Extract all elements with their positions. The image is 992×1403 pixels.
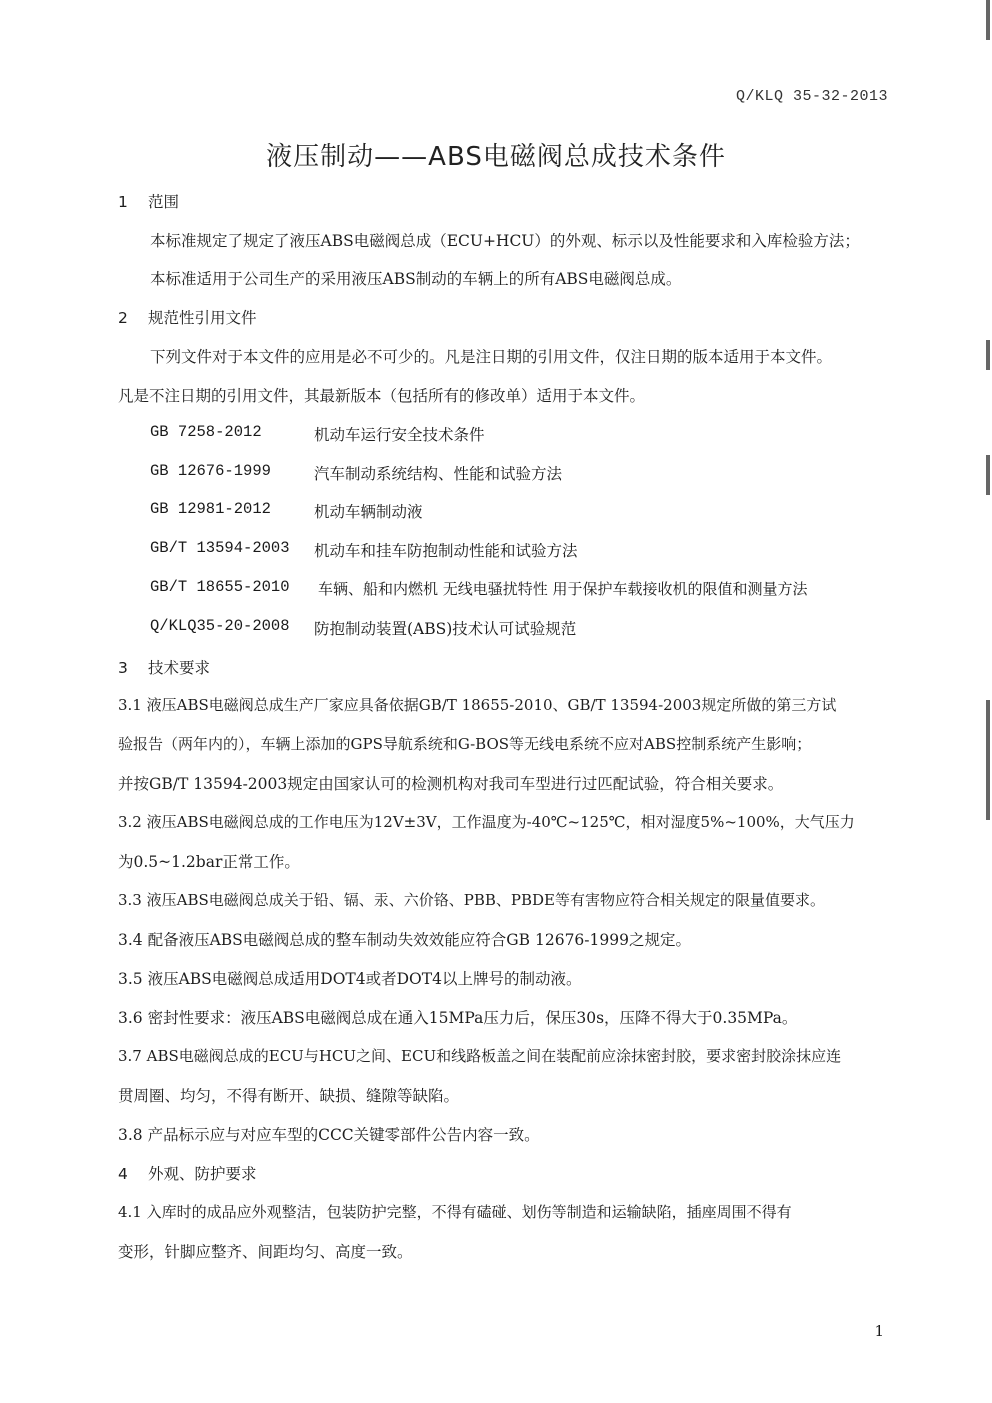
document-title: 液压制动——ABS电磁阀总成技术条件 — [266, 142, 726, 172]
section-2-heading — [118, 306, 257, 328]
clause-3-7-line-1: 3.7 ABS电磁阀总成的ECU与HCU之间、ECU和线路板盖之间在装配前应涂抹密封胶，要求密封胶涂抹应连 — [118, 1047, 842, 1065]
scan-edge-marks — [978, 0, 992, 1403]
clause-4-1-line-1: 4.1 入库时的成品应外观整洁，包装防护完整，不得有磕碰、划伤等制造和运输缺陷，插座周围不得有 — [118, 1203, 792, 1221]
clause-3-1-line-3: 并按GB/T 13594-2003规定由国家认可的检测机构对我司车型进行过匹配试验，符合相关要求。 — [118, 775, 784, 793]
section-title: 技术要求 — [148, 659, 211, 677]
section-title: 规范性引用文件 — [148, 309, 257, 327]
reference-title: 汽车制动系统结构、性能和试验方法 — [314, 465, 563, 483]
section-number: 1 — [118, 193, 128, 211]
section-1-heading — [118, 190, 179, 212]
reference-code: GB/T 18655-2010 — [150, 578, 290, 596]
section-title: 范围 — [148, 193, 180, 211]
reference-title: 防抱制动装置(ABS)技术认可试验规范 — [314, 620, 577, 638]
reference-code: GB 12981-2012 — [150, 500, 271, 518]
clause-3-2-line-1: 3.2 液压ABS电磁阀总成的工作电压为12V±3V，工作温度为-40℃~125℃，相对湿度5%~100%，大气压力 — [118, 813, 855, 831]
standard-number: Q/KLQ 35-32-2013 — [735, 88, 888, 105]
clause-3-2-line-2: 为0.5~1.2bar正常工作。 — [118, 853, 300, 871]
clause-3-1-line-2: 验报告（两年内的），车辆上添加的GPS导航系统和G-BOS等无线电系统不应对ABS控制系统产生影响； — [118, 735, 812, 753]
section-number: 3 — [118, 659, 128, 677]
paragraph: 下列文件对于本文件的应用是必不可少的。凡是注日期的引用文件，仅注日期的版本适用于本文件。 — [150, 348, 833, 366]
clause-3-3: 3.3 液压ABS电磁阀总成关于铅、镉、汞、六价铬、PBB、PBDE等有害物应符合相关规定的限量值要求。 — [118, 891, 825, 909]
clause-4-1-line-2: 变形，针脚应整齐、间距均匀、高度一致。 — [118, 1243, 413, 1261]
page-number: 1 — [874, 1322, 884, 1340]
reference-title: 机动车运行安全技术条件 — [314, 426, 485, 444]
clause-3-1-line-1: 3.1 液压ABS电磁阀总成生产厂家应具备依据GB/T 18655-2010、GB/T 13594-2003规定所做的第三方试 — [118, 696, 837, 714]
clause-3-7-line-2: 贯周圈、均匀，不得有断开、缺损、缝隙等缺陷。 — [118, 1087, 460, 1105]
section-3-heading — [118, 656, 210, 678]
paragraph: 凡是不注日期的引用文件，其最新版本（包括所有的修改单）适用于本文件。 — [118, 387, 646, 405]
section-number: 4 — [118, 1165, 128, 1183]
section-4-heading — [118, 1162, 257, 1184]
reference-code: Q/KLQ35-20-2008 — [150, 617, 290, 635]
reference-code: GB/T 13594-2003 — [150, 539, 290, 557]
reference-title: 车辆、船和内燃机 无线电骚扰特性 用于保护车载接收机的限值和测量方法 — [318, 580, 808, 598]
clause-3-6: 3.6 密封性要求：液压ABS电磁阀总成在通入15MPa压力后，保压30s，压降不得大于0.35MPa。 — [118, 1009, 798, 1027]
reference-title: 机动车和挂车防抱制动性能和试验方法 — [314, 542, 578, 560]
section-number: 2 — [118, 309, 128, 327]
clause-3-4: 3.4 配备液压ABS电磁阀总成的整车制动失效效能应符合GB 12676-1999之规定。 — [118, 931, 691, 949]
clause-3-8: 3.8 产品标示应与对应车型的CCC关键零部件公告内容一致。 — [118, 1126, 540, 1144]
reference-code: GB 7258-2012 — [150, 423, 262, 441]
paragraph: 本标准规定了规定了液压ABS电磁阀总成（ECU+HCU）的外观、标示以及性能要求和入库检验方法； — [150, 232, 860, 250]
reference-code: GB 12676-1999 — [150, 462, 271, 480]
reference-title: 机动车辆制动液 — [314, 503, 423, 521]
clause-3-5: 3.5 液压ABS电磁阀总成适用DOT4或者DOT4以上牌号的制动液。 — [118, 970, 582, 988]
section-title: 外观、防护要求 — [148, 1165, 257, 1183]
paragraph: 本标准适用于公司生产的采用液压ABS制动的车辆上的所有ABS电磁阀总成。 — [150, 270, 682, 288]
